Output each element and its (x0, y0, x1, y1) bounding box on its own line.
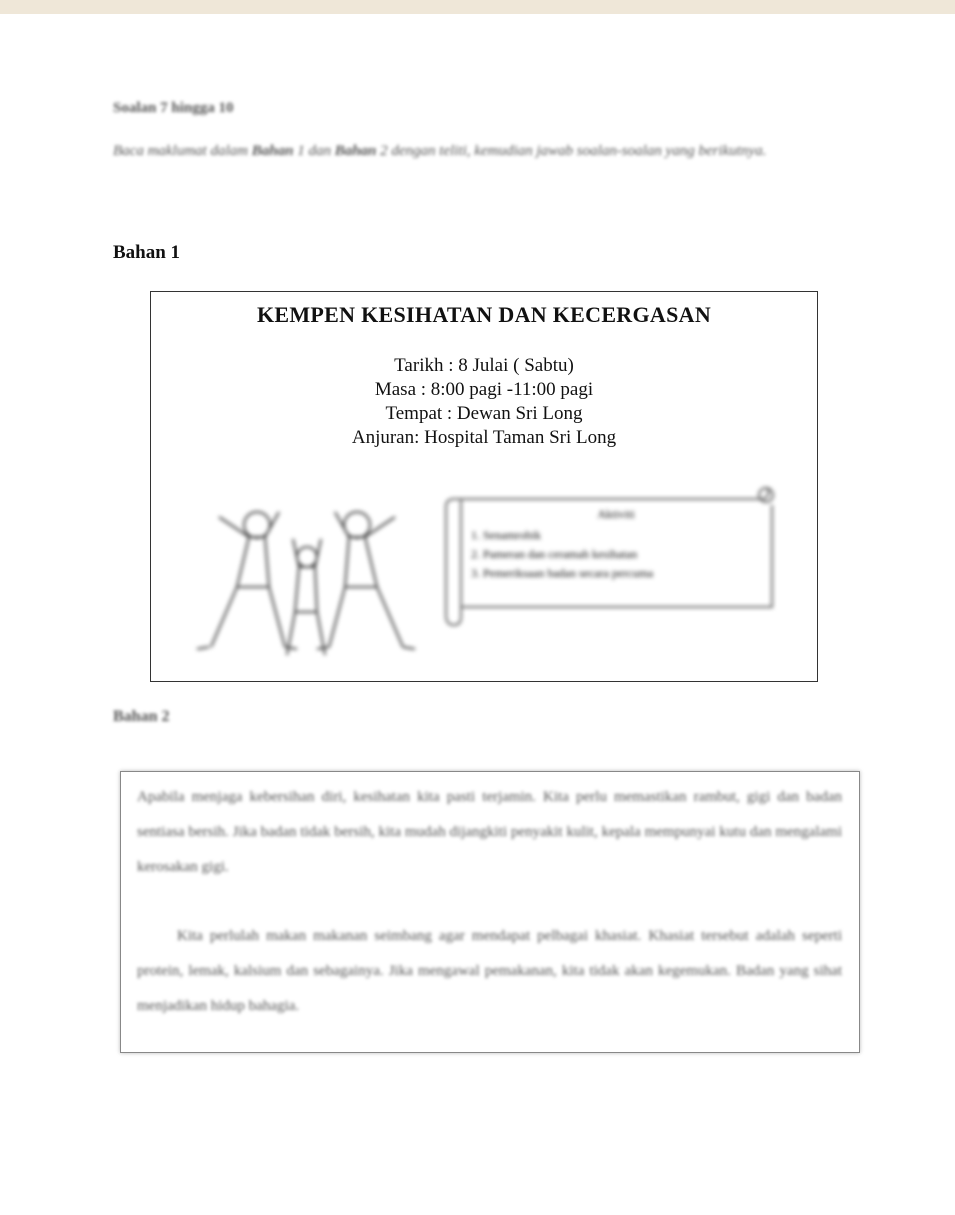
poster-organizer: Anjuran: Hospital Taman Sri Long (351, 427, 617, 448)
bahan2-paragraph-1: Apabila menjaga kebersihan diri, kesihatan kita pasti terjamin. Kita perlu memastikan rambut, gigi dan badan sentiasa bersih. Jika badan tidak bersih, kita mudah dijangkiti penyakit kulit, kepala mempunyai kutu dan mengalami kerosakan gigi. (137, 789, 842, 875)
top-bar (0, 0, 955, 14)
activity-item: 1. Senamrobik (471, 528, 541, 542)
poster-venue: Tempat : Dewan Sri Long (385, 403, 583, 424)
activities-scroll (436, 487, 781, 632)
exercising-people-illustration (189, 497, 429, 662)
activity-item: 3. Pemeriksaan badan secara percuma (471, 566, 654, 580)
activities-title: Aktiviti (597, 507, 635, 521)
question-instruction: Baca maklumat dalam Bahan 1 dan Bahan 2 dengan teliti, kemudian jawab soalan-soalan yang berikutnya. (113, 143, 767, 159)
activities-list (471, 505, 761, 583)
bahan1-label: Bahan 1 (113, 242, 181, 263)
poster-date: Tarikh : 8 Julai ( Sabtu) (394, 355, 574, 376)
poster-title: KEMPEN KESIHATAN DAN KECERGASAN (256, 302, 712, 327)
bahan2-paragraph-2: Kita perlulah makan makanan seimbang agar mendapat pelbagai khasiat. Khasiat tersebut adalah seperti protein, lemak, kalsium dan sebagainya. Jika mengawal pemakanan, kita tidak akan kegemukan. Badan yang sihat menjadikan hidup bahagia. (137, 928, 842, 1014)
activity-item: 2. Pameran dan ceramah kesihatan (471, 547, 638, 561)
bahan2-label: Bahan 2 (113, 708, 170, 725)
poster-info (151, 354, 817, 450)
poster-time: Masa : 8:00 pagi -11:00 pagi (374, 379, 594, 400)
bahan2-textbox (120, 771, 860, 1053)
question-heading: Soalan 7 hingga 10 (113, 100, 234, 116)
campaign-poster (150, 291, 818, 682)
